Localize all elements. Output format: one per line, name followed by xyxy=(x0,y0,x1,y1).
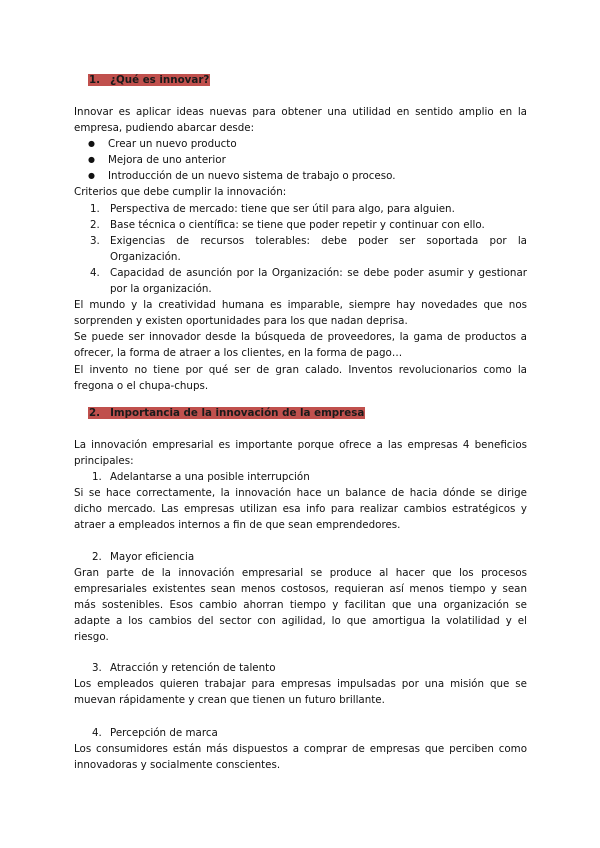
list-item: ● Mejora de uno anterior xyxy=(74,152,527,168)
list-item xyxy=(74,217,527,233)
list-item: ● Crear un nuevo producto xyxy=(74,136,527,152)
section-1-intro: Innovar es aplicar ideas nuevas para obtener una utilidad en sentido amplio en la empresa, pudiendo abarcar desde: xyxy=(74,106,527,135)
list-item xyxy=(74,201,527,217)
section-2-number: 2. xyxy=(89,407,101,419)
section-2-heading xyxy=(86,405,367,421)
item-number: 2. xyxy=(92,551,102,563)
section-2-title: Importancia de la innovación de la empresa xyxy=(110,407,365,419)
benefit-title xyxy=(74,660,527,676)
item-number: 4. xyxy=(92,727,102,739)
item-text: Exigencias de recursos tolerables: debe poder ser soportada por la Organización. xyxy=(110,234,527,263)
benefit-block xyxy=(74,549,527,646)
section-1-number: 1. xyxy=(89,74,101,86)
criteria-list xyxy=(74,201,527,298)
item-title: Atracción y retención de talento xyxy=(110,662,276,674)
benefit-title xyxy=(74,725,527,741)
item-number: 3. xyxy=(92,662,102,674)
item-number: 1. xyxy=(92,471,102,484)
criteria-intro: Criterios que debe cumplir la innovación: xyxy=(74,186,287,199)
section-1-title: ¿Qué es innovar? xyxy=(110,74,210,86)
list-item xyxy=(74,265,527,297)
section-1-body xyxy=(74,104,527,394)
item-text: Perspectiva de mercado: tiene que ser útil para algo, para alguien. xyxy=(110,202,455,215)
benefit-title xyxy=(74,549,527,565)
benefit-text: Si se hace correctamente, la innovación hace un balance de hacia dónde se dirige dicho mercado. Las empresas utilizan esa info para realizar cambios estratégicos y atraer a empleados internos a fin de que sean emprendedores. xyxy=(74,487,527,532)
item-title: Mayor eficiencia xyxy=(110,551,195,563)
item-title: Adelantarse a una posible interrupción xyxy=(110,471,310,484)
item-number: 1. xyxy=(90,202,100,215)
section-1-heading xyxy=(86,72,212,88)
item-number: 2. xyxy=(90,218,100,231)
item-text: Base técnica o científica: se tiene que poder repetir y continuar con ello. xyxy=(110,218,485,231)
benefit-text: Gran parte de la innovación empresarial se produce al hacer que los procesos empresariales existentes sean menos costosos, requieran así menos tiempo y sean más sostenibles. Esos cambio ahorran tiempo y facilitan que una organización se adapte a los cambios del sector con agilidad, lo que amortigua la volatilidad y el riesgo. xyxy=(74,567,527,644)
item-text: Capacidad de asunción por la Organización: se debe poder asumir y gestionar por la organización. xyxy=(110,266,527,296)
item-title: Percepción de marca xyxy=(110,727,218,739)
paragraph: El invento no tiene por qué ser de gran calado. Inventos revolucionarios como la fregona o el chupa-chups. xyxy=(74,363,527,392)
paragraph: Se puede ser innovador desde la búsqueda de proveedores, la gama de productos a ofrecer, la forma de atraer a los clientes, en la forma de pago… xyxy=(74,331,527,360)
item-number: 4. xyxy=(90,266,100,279)
benefit-block xyxy=(74,725,527,773)
list-item: ● Introducción de un nuevo sistema de trabajo o proceso. xyxy=(74,168,527,184)
benefit-title xyxy=(74,469,527,485)
benefit-text: Los consumidores están más dispuestos a comprar de empresas que perciben como innovadoras y socialmente conscientes. xyxy=(74,743,527,772)
benefit-text: Los empleados quieren trabajar para empresas impulsadas por una misión que se muevan rápidamente y crean que tienen un futuro brillante. xyxy=(74,678,527,707)
item-number: 3. xyxy=(90,234,100,247)
section-2-intro-block xyxy=(74,437,527,534)
section-2-intro: La innovación empresarial es importante porque ofrece a las empresas 4 beneficios principales: xyxy=(74,439,527,468)
paragraph: El mundo y la creatividad humana es imparable, siempre hay novedades que nos sorprenden y existen oportunidades para los que nadan deprisa. xyxy=(74,299,527,328)
innovation-scope-list xyxy=(74,136,527,184)
benefit-block xyxy=(74,660,527,708)
list-item xyxy=(74,233,527,265)
